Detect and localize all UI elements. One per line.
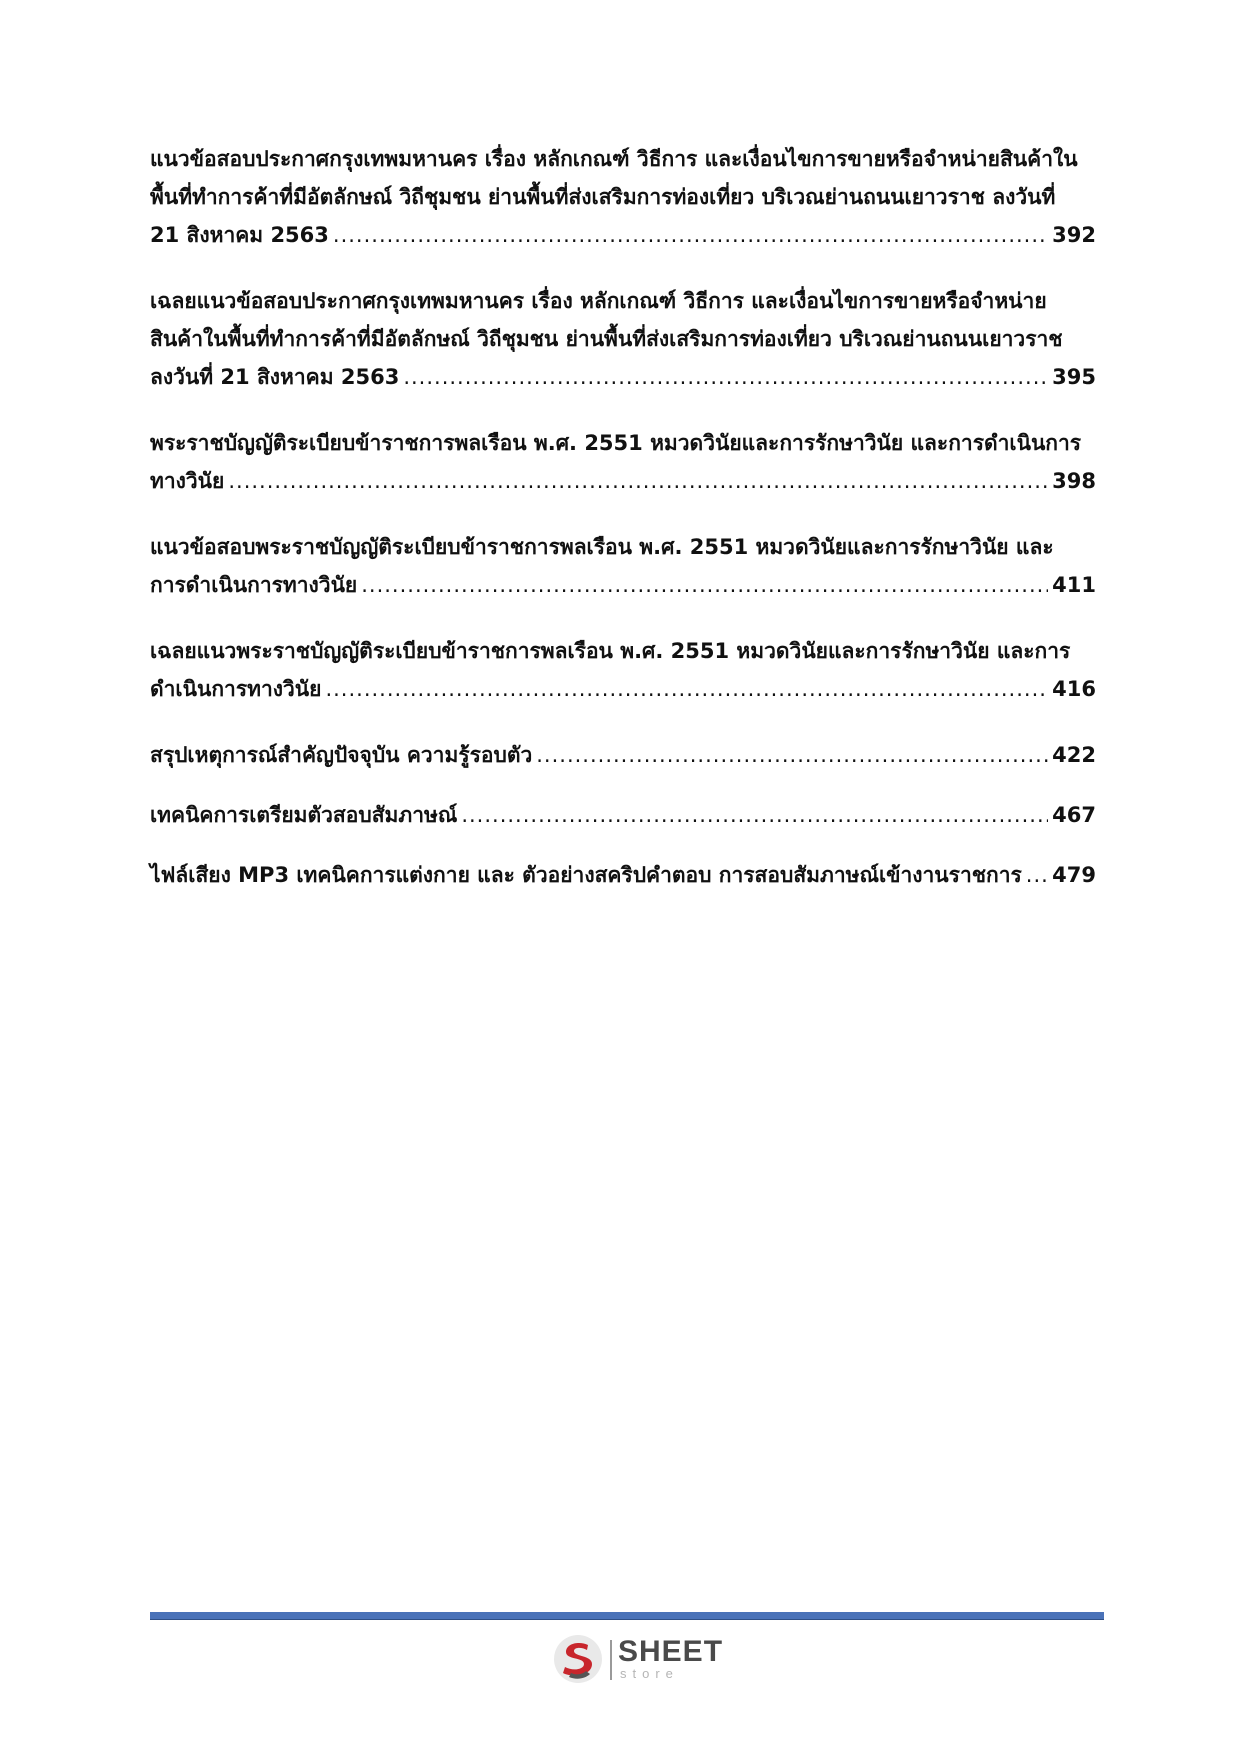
toc-entry-last-line xyxy=(150,796,1096,834)
toc-entry-text: ทางวินัย xyxy=(150,469,225,493)
toc-entry-last-line xyxy=(150,670,1096,708)
toc-entry[interactable] xyxy=(150,140,1096,254)
toc-entry-last-line xyxy=(150,462,1096,500)
toc-entry-line: พระราชบัญญัติระเบียบข้าราชการพลเรือน พ.ศ. 2551 หมวดวินัยและการรักษาวินัย และการดำเนินการ xyxy=(150,431,1082,455)
toc-entry[interactable] xyxy=(150,632,1096,708)
dot-leader xyxy=(461,796,1048,834)
toc-entry-line: พื้นที่ทำการค้าที่มีอัตลักษณ์ วิถีชุมชน ย่านพื้นที่ส่งเสริมการท่องเที่ยว บริเวณย่านถนนเยาวราช ลงวันที่ xyxy=(150,185,1056,209)
toc-entry[interactable] xyxy=(150,856,1096,894)
toc-entry[interactable] xyxy=(150,424,1096,500)
dot-leader xyxy=(403,358,1048,396)
dot-leader xyxy=(228,462,1048,500)
page-number: 398 xyxy=(1052,469,1096,493)
page-number: 422 xyxy=(1052,743,1096,767)
page-number: 411 xyxy=(1052,573,1096,597)
toc-entry-last-line xyxy=(150,566,1096,604)
toc-entry-last-line xyxy=(150,358,1096,396)
toc-entry-line: เฉลยแนวพระราชบัญญัติระเบียบข้าราชการพลเรือน พ.ศ. 2551 หมวดวินัยและการรักษาวินัย และการ xyxy=(150,639,1071,663)
toc-entry[interactable] xyxy=(150,736,1096,774)
dot-leader xyxy=(536,736,1048,774)
dot-leader xyxy=(1026,856,1048,894)
dot-leader xyxy=(325,670,1048,708)
toc-entry-line: สินค้าในพื้นที่ทำการค้าที่มีอัตลักษณ์ วิถีชุมชน ย่านพื้นที่ส่งเสริมการท่องเที่ยว บริเวณย่านถนนเยาวราช xyxy=(150,327,1063,351)
sheet-store-logo-icon xyxy=(552,1633,604,1685)
toc-entry-text: ลงวันที่ 21 สิงหาคม 2563 xyxy=(150,365,400,389)
toc-entry-line: แนวข้อสอบพระราชบัญญัติระเบียบข้าราชการพลเรือน พ.ศ. 2551 หมวดวินัยและการรักษาวินัย และ xyxy=(150,535,1054,559)
footer-rule xyxy=(150,1612,1104,1620)
toc-entry-text: 21 สิงหาคม 2563 xyxy=(150,223,329,247)
toc-entry-text: เทคนิคการเตรียมตัวสอบสัมภาษณ์ xyxy=(150,803,458,827)
toc-entry[interactable] xyxy=(150,282,1096,396)
logo-subtitle: store xyxy=(620,1666,679,1681)
page-number: 395 xyxy=(1052,365,1096,389)
toc-entry-text: ไฟล์เสียง MP3 เทคนิคการแต่งกาย และ ตัวอย่างสคริปคำตอบ การสอบสัมภาษณ์เข้างานราชการ xyxy=(150,863,1022,887)
logo-separator xyxy=(610,1640,612,1680)
toc-entry-text: ดำเนินการทางวินัย xyxy=(150,677,322,701)
toc-entry-line: แนวข้อสอบประกาศกรุงเทพมหานคร เรื่อง หลักเกณฑ์ วิธีการ และเงื่อนไขการขายหรือจำหน่ายสินค้าใน xyxy=(150,147,1078,171)
sheet-store-logo xyxy=(552,1633,722,1689)
dot-leader xyxy=(361,566,1048,604)
toc-entry-last-line xyxy=(150,736,1096,774)
toc-entry[interactable] xyxy=(150,796,1096,834)
toc-entry-last-line xyxy=(150,856,1096,894)
dot-leader xyxy=(333,216,1048,254)
page-number: 479 xyxy=(1052,863,1096,887)
toc-entry[interactable] xyxy=(150,528,1096,604)
toc-entry-line: เฉลยแนวข้อสอบประกาศกรุงเทพมหานคร เรื่อง หลักเกณฑ์ วิธีการ และเงื่อนไขการขายหรือจำหน่าย xyxy=(150,289,1047,313)
table-of-contents xyxy=(150,140,1096,916)
logo-wordmark: SHEET xyxy=(618,1635,724,1668)
page-number: 392 xyxy=(1052,223,1096,247)
toc-entry-text: สรุปเหตุการณ์สำคัญปัจจุบัน ความรู้รอบตัว xyxy=(150,743,533,767)
toc-entry-last-line xyxy=(150,216,1096,254)
page-number: 467 xyxy=(1052,803,1096,827)
toc-entry-text: การดำเนินการทางวินัย xyxy=(150,573,358,597)
page-number: 416 xyxy=(1052,677,1096,701)
